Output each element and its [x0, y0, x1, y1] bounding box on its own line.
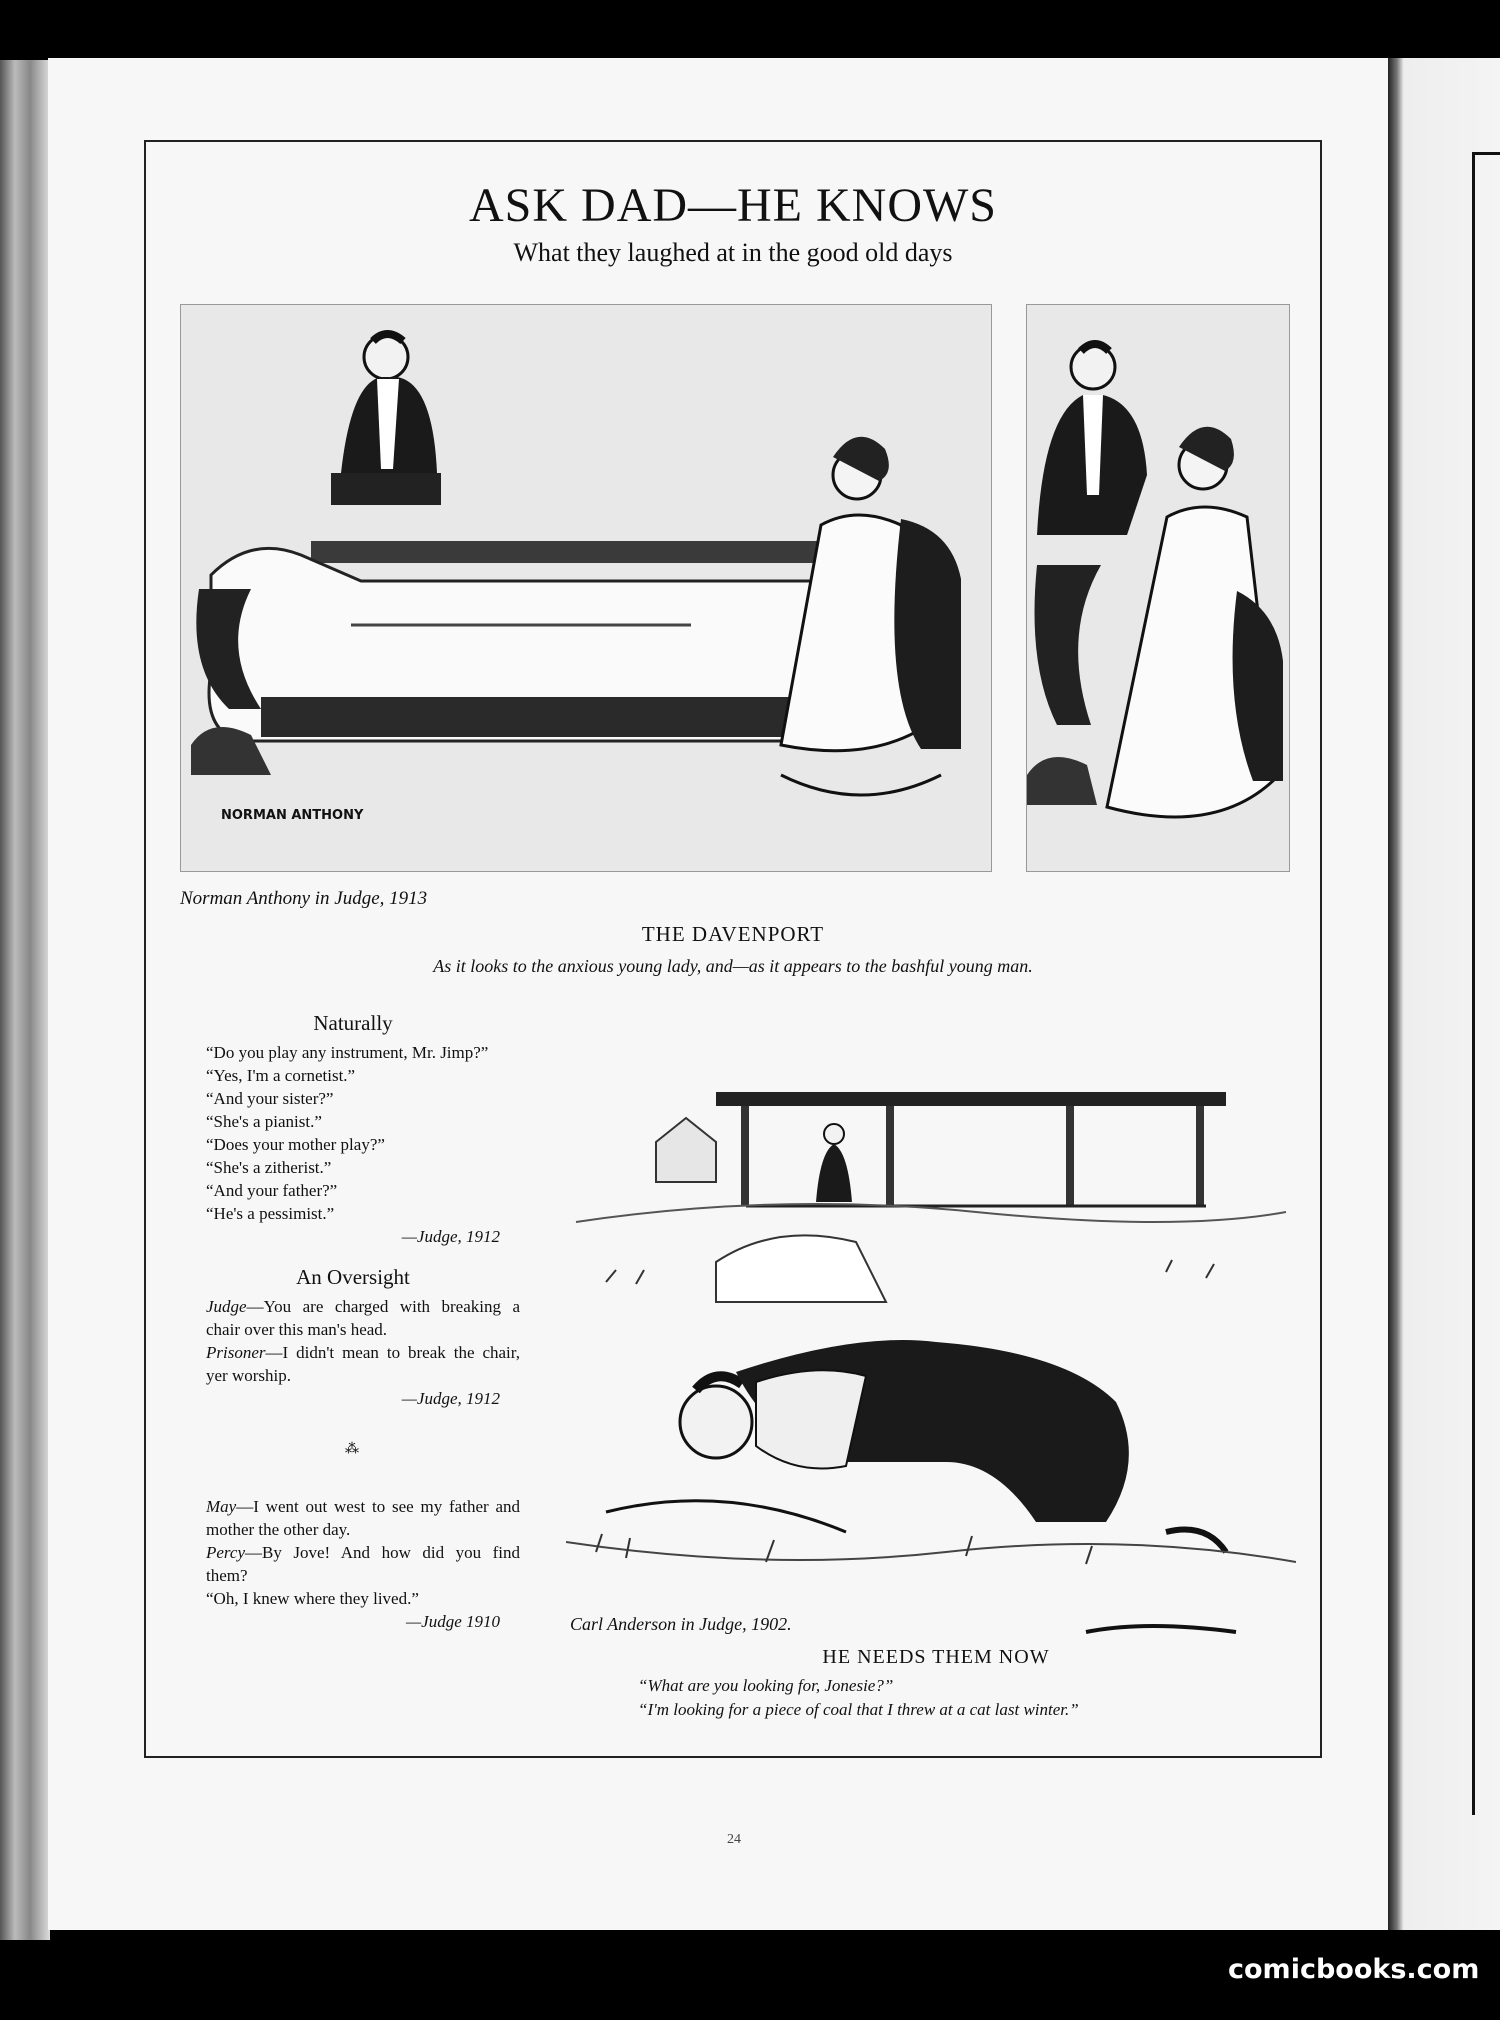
watermark: comicbooks.com [1228, 1954, 1480, 1985]
magazine-page [48, 58, 1420, 1930]
naturally-line: “She's a zitherist.” [206, 1158, 332, 1177]
davenport-illustration-narrow [1026, 304, 1290, 872]
needs-them-title: HE NEEDS THEM NOW [822, 1646, 1050, 1668]
naturally-title: Naturally [313, 1011, 393, 1035]
page-subtitle: What they laughed at in the good old days [513, 238, 953, 267]
percy-text: —By Jove! And how did you find them? [206, 1543, 520, 1585]
needs-them-question: “What are you looking for, Jonesie?” [638, 1676, 894, 1695]
davenport-wide-drawing [181, 305, 991, 871]
may-line [186, 1495, 520, 1541]
davenport-narrow-drawing [1027, 305, 1289, 871]
page-number: 24 [727, 1832, 741, 1847]
davenport-title: THE DAVENPORT [641, 922, 825, 946]
oversight-prisoner-text: —I didn't mean to break the chair, yer worship. [206, 1343, 520, 1385]
naturally-line: “And your sister?” [206, 1089, 334, 1108]
percy-line [186, 1541, 520, 1587]
needs-them-answer: “I'm looking for a piece of coal that I threw at a cat last winter.” [638, 1700, 1079, 1719]
book-spine-edge [0, 60, 50, 1940]
naturally-line: “Do you play any instrument, Mr. Jimp?” [206, 1043, 489, 1062]
speaker-may: May [206, 1497, 237, 1516]
speaker-judge: Judge [206, 1297, 247, 1316]
davenport-credit: Norman Anthony in Judge, 1913 [180, 888, 428, 909]
davenport-signature: NORMAN ANTHONY [221, 808, 364, 823]
separator-asterism: ⁂ [345, 1442, 361, 1457]
may-text: —I went out west to see my father and mother the other day. [206, 1497, 520, 1539]
naturally-credit: —Judge, 1912 [401, 1227, 500, 1246]
speaker-prisoner: Prisoner [206, 1343, 266, 1362]
anderson-illustration [566, 1072, 1296, 1692]
naturally-line: “And your father?” [206, 1181, 338, 1200]
scan-border-top [0, 0, 1500, 58]
oversight-judge-text: —You are charged with breaking a chair over this man's head. [206, 1297, 520, 1339]
speaker-percy: Percy [206, 1543, 246, 1562]
davenport-illustration-wide [180, 304, 992, 872]
naturally-line: “Yes, I'm a cornetist.” [206, 1066, 356, 1085]
left-text-column [186, 1012, 520, 1633]
may-percy-credit: —Judge 1910 [406, 1612, 500, 1631]
page-frame [144, 140, 1322, 1758]
may-reply-line: “Oh, I knew where they lived.” [206, 1589, 419, 1608]
naturally-line: “He's a pessimist.” [206, 1204, 335, 1223]
davenport-caption: As it looks to the anxious young lady, and—as it appears to the bashful young man. [433, 956, 1033, 976]
anderson-drawing [566, 1072, 1296, 1692]
oversight-credit: —Judge, 1912 [401, 1389, 500, 1408]
naturally-line: “Does your mother play?” [206, 1135, 385, 1154]
anderson-credit: Carl Anderson in Judge, 1902. [570, 1614, 792, 1634]
naturally-line: “She's a pianist.” [206, 1112, 322, 1131]
oversight-judge-line [186, 1295, 520, 1341]
page-title: ASK DAD—HE KNOWS [469, 179, 997, 232]
adjacent-page-edge [1388, 58, 1500, 1930]
oversight-prisoner-line [186, 1341, 520, 1387]
oversight-title: An Oversight [296, 1265, 410, 1289]
adjacent-page-frame [1472, 152, 1500, 1815]
